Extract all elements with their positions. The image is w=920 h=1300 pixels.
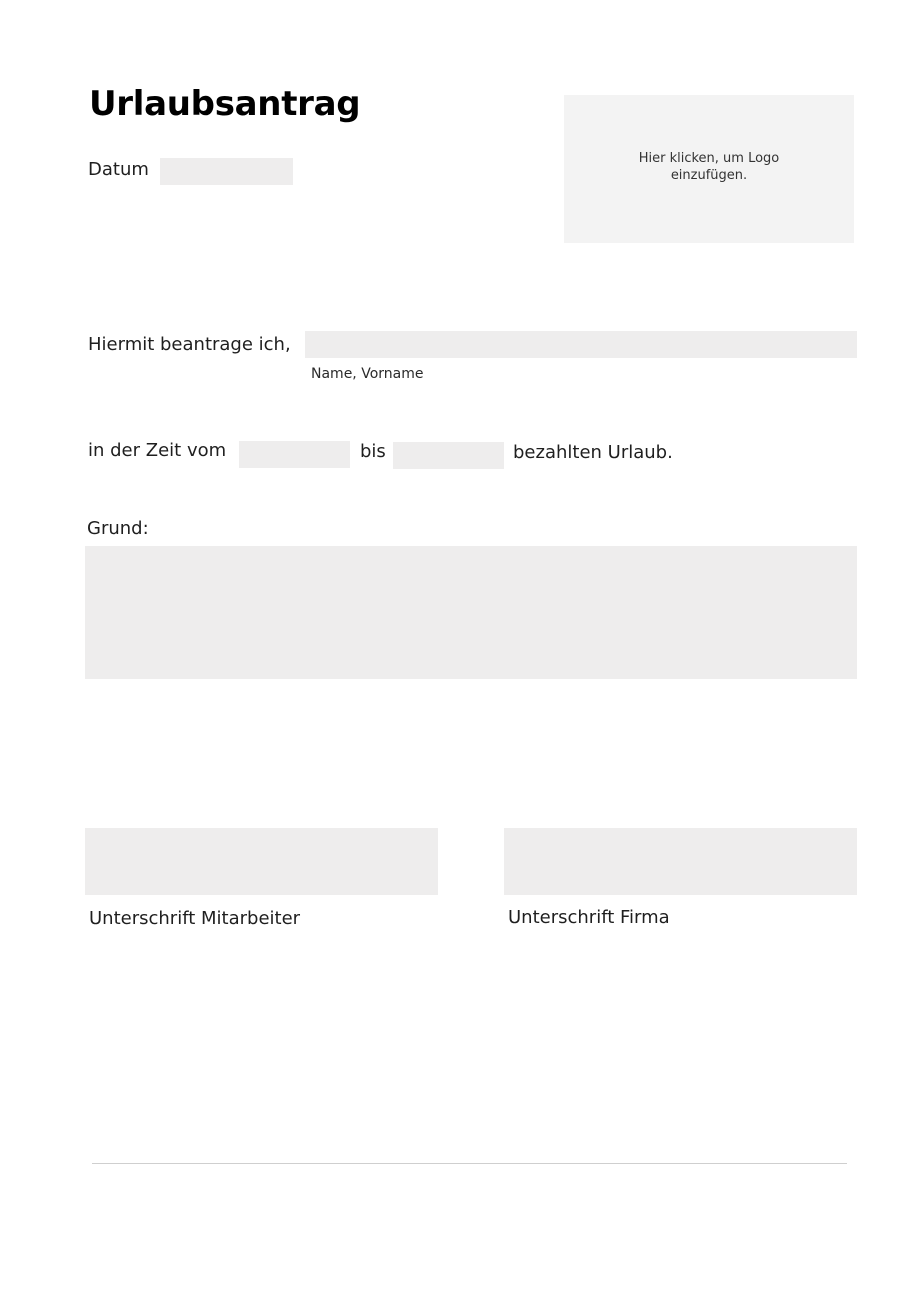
- page-title: Urlaubsantrag: [89, 84, 361, 124]
- reason-field[interactable]: [85, 546, 857, 679]
- date-field[interactable]: [160, 158, 293, 185]
- name-field[interactable]: [305, 331, 857, 358]
- period-to-label: bis: [360, 441, 386, 462]
- period-from-label: in der Zeit vom: [88, 440, 227, 461]
- logo-placeholder-text: Hier klicken, um Logo einzufügen.: [638, 151, 780, 183]
- period-suffix: bezahlten Urlaub.: [513, 442, 673, 463]
- company-signature-label: Unterschrift Firma: [508, 907, 670, 928]
- name-hint: Name, Vorname: [311, 366, 424, 382]
- employee-signature-field[interactable]: [85, 828, 438, 895]
- company-signature-field[interactable]: [504, 828, 857, 895]
- employee-signature-label: Unterschrift Mitarbeiter: [89, 908, 301, 929]
- footer-divider: [92, 1163, 847, 1164]
- logo-placeholder[interactable]: [564, 95, 854, 243]
- date-to-field[interactable]: [393, 442, 504, 469]
- date-label: Datum: [88, 159, 149, 180]
- reason-label: Grund:: [87, 518, 149, 539]
- request-label: Hiermit beantrage ich,: [88, 334, 291, 355]
- date-from-field[interactable]: [239, 441, 350, 468]
